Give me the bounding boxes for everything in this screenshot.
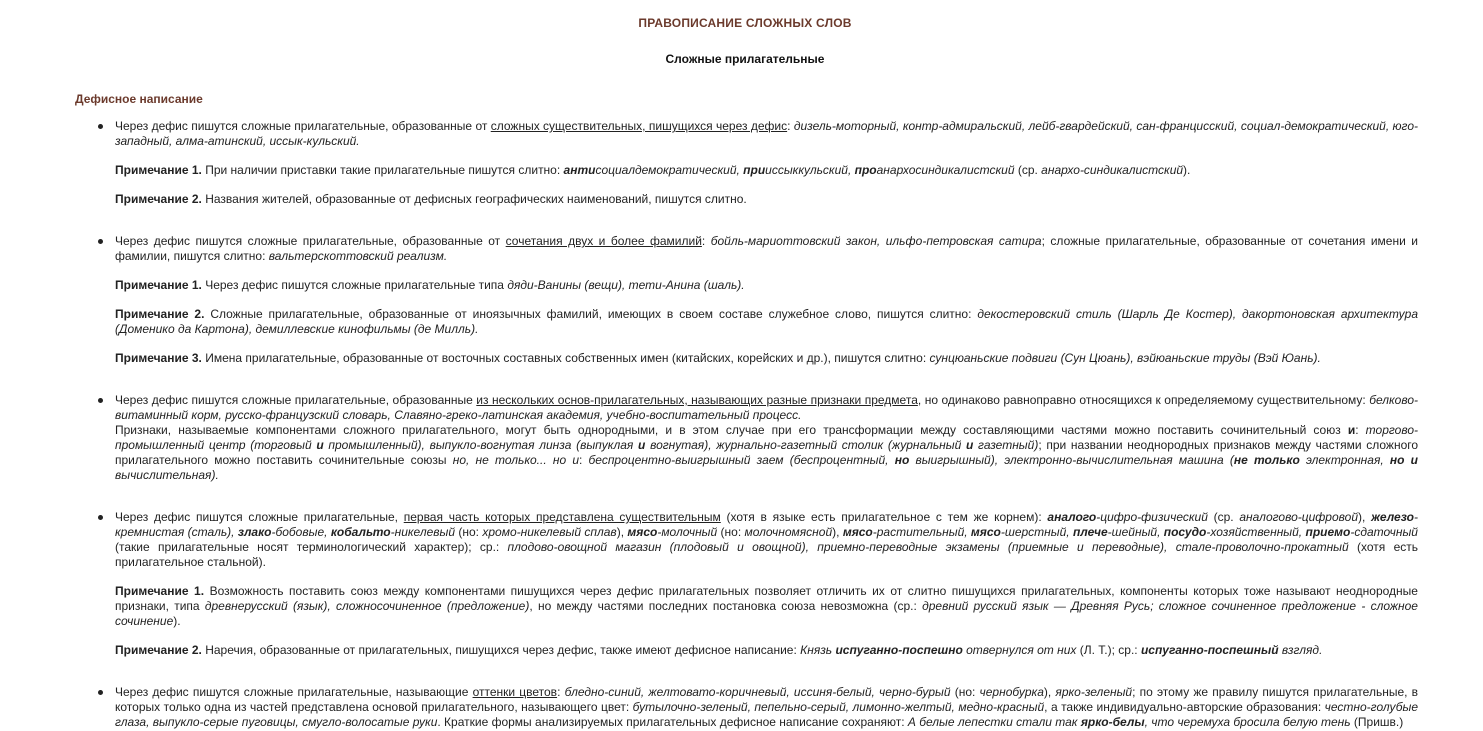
rule-link[interactable]: сочетания двух и более фамилий (505, 234, 702, 248)
note: Примечание 1. Возможность поставить союз между компонентами пишущихся через дефис прилагательных позволяет отличить их от слитно пишущихся прилагательных, компоненты которых тоже называют неоднородные признаки, типа древнерусский (язык), сложносочиненное (предложение), но между частями последних постановка союза невозможна (ср.: древний русский язык — Древняя Русь; сложное сочиненное предложение - сложное сочинение). (115, 584, 1418, 628)
list-item (115, 234, 1418, 366)
list-item (115, 510, 1418, 658)
paragraph: Признаки, называемые компонентами сложного прилагательного, могут быть однородными, и в этом случае при его трансформации между составляющими частями можно поставить сочинительный союз и: торгово-промышленный центр (торговый и промышленный), выпукло-вогнутая линза (выпуклая и вогнутая), журнально-газетный столик (журнальный и газетный); при названии неоднородных признаков между частями сложного прилагательного можно поставить сочинительные союзы но, не только... но и: беспроцентно-выигрышный заем (беспроцентный, но выигрышный), электронно-вычислительная машина (не только электронная, но и вычислительная). (115, 423, 1419, 482)
list-item (115, 393, 1418, 483)
note: Примечание 2. Наречия, образованные от прилагательных, пишущихся через дефис, также имеют дефисное написание: Князь испуганно-поспешно отвернулся от них (Л. Т.); ср.: испуганно-поспешный взгляд. (115, 643, 1323, 657)
note: Примечание 2. Сложные прилагательные, образованные от иноязычных фамилий, имеющих в своем составе служебное слово, пишутся слитно: декостеровский стиль (Шарль Де Костер), дакортоновская архитектура (Доменико да Картона), демиллевские кинофильмы (де Милль). (115, 307, 1419, 336)
page-title: ПРАВОПИСАНИЕ СЛОЖНЫХ СЛОВ (638, 16, 852, 30)
rule-link[interactable]: сложных существительных, пишущихся через дефис (490, 119, 788, 133)
rule-link[interactable]: оттенки цветов (472, 685, 558, 699)
paragraph: Через дефис пишутся сложные прилагательные, первая часть которых представлена существительным (хотя в языке есть прилагательное с тем же корнем): аналого-цифро-физический (ср. аналогово-цифровой), железо-кремнистая (сталь), злако-бобовые, кобальто-никелевый (но: хромо-никелевый сплав), мясо-молочный (но: молочномясной), мясо-растительный, мясо-шерстный, плече-шейный, посудо-хозяйственный, приемо-сдаточный (такие прилагательные носят терминологический характер); ср.: плодово-овощной магазин (плодовый и овощной), приемно-переводные экзамены (приемные и переводные), стале-проволочно-прокатный (хотя есть прилагательное стальной). (115, 510, 1419, 569)
rule-link[interactable]: из нескольких основ-прилагательных, называющих разные признаки предмета (476, 393, 918, 407)
note: Примечание 3. Имена прилагательные, образованные от восточных составных собственных имен (китайских, корейских и др.), пишутся слитно: сунцюаньские подвиги (Сун Цюань), вэйюаньские труды (Вэй Юань). (115, 351, 1321, 365)
paragraph: Через дефис пишутся сложные прилагательные, образованные из нескольких основ-прилагательных, называющих разные признаки предмета, но одинаково равноправно относящихся к определяемому существительному: белково-витаминный корм, русско-французский словарь, Славяно-греко-латинская академия, учебно-воспитательный процесс. (115, 393, 1419, 422)
paragraph: Через дефис пишутся сложные прилагательные, образованные от сложных существительных, пишущихся через дефис: дизель-моторный, контр-адмиральский, лейб-гвардейский, сан-францисский, социал-демократический, юго-западный, алма-атинский, иссык-кульский. (115, 119, 1419, 148)
note: Примечание 2. Названия жителей, образованные от дефисных географических наименований, пишутся слитно. (115, 192, 747, 206)
paragraph: Через дефис пишутся сложные прилагательные, образованные от сочетания двух и более фамилий: бойль-мариоттовский закон, ильфо-петровская сатира; сложные прилагательные, образованные от сочетания имени и фамилии, пишутся слитно: вальтерскоттовский реализм. (115, 234, 1418, 263)
note: Примечание 1. При наличии приставки такие прилагательные пишутся слитно: антисоциалдемократический, прииссыккульский, проанархосиндикалистский (ср. анархо-синдикалистский). (115, 163, 1191, 177)
content (0, 119, 1483, 730)
section-heading: Дефисное написание (75, 92, 203, 106)
page-subtitle: Сложные прилагательные (665, 52, 825, 66)
note: Примечание 1. Через дефис пишутся сложные прилагательные типа дяди-Ванины (вещи), тети-Анина (шаль). (115, 278, 745, 292)
list-item (115, 119, 1418, 207)
paragraph: Через дефис пишутся сложные прилагательные, называющие оттенки цветов: бледно-синий, желтовато-коричневый, иссиня-белый, черно-бурый (но: чернобурка), ярко-зеленый; по этому же правилу пишутся прилагательные, в которых только одна из частей представлена основой прилагательного, называющего цвет: бутылочно-зеленый, пепельно-серый, лимонно-желтый, медно-красный, а также индивидуально-авторские образования: честно-голубые глаза, выпукло-серые пуговицы, смугло-волосатые руки. Краткие формы анализируемых прилагательных дефисное написание сохраняют: А белые лепестки стали так ярко-белы, что черемуха бросила белую тень (Пришв.) (115, 685, 1419, 729)
rules-list (0, 119, 1483, 730)
rule-link[interactable]: первая часть которых представлена существительным (403, 510, 721, 524)
list-item (115, 685, 1418, 730)
